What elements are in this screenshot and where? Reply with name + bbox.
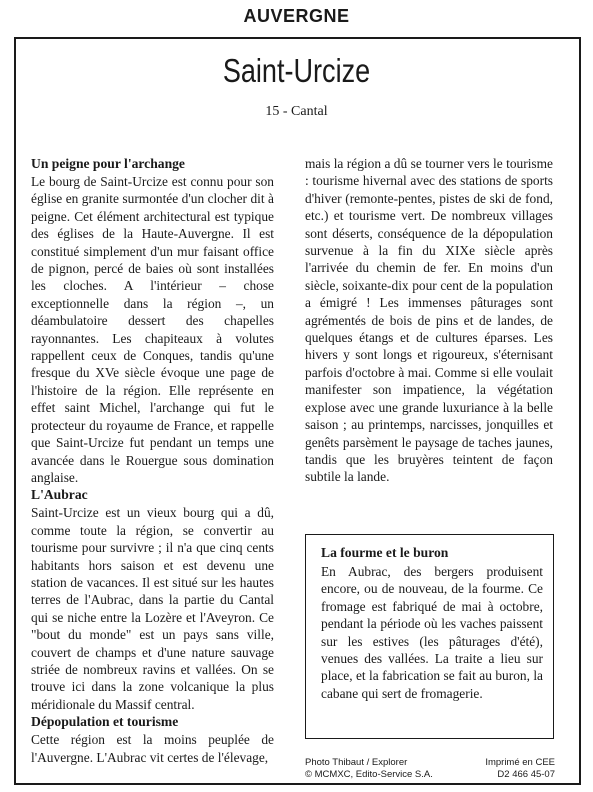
section-text: Le bourg de Saint-Urcize est connu pour son église en granite surmontée d'un clocher dit à peigne. Cet élément architectural est typique des églises de la Haute-Auvergne. Il est constitué simplement d'un mur faisant office de pignon, percé de baies où sont installées les cloches. A l'intérieur – chose exceptionnelle dans la région –, un déambulatoire dessert des chapelles rayonnantes. Les chapiteaux à volutes rappellent ceux de Conques, tandis qu'une fresque du XVe siècle évoque une page de l'histoire de la région. Elle représente en effet saint Michel, l'archange qui fut le protecteur du royaume de France, et rappelle que Saint-Urcize fut pendant un temps une avancée dans le Rouergue sous domination anglaise. [31,174,274,485]
section-heading: Dépopulation et tourisme [31,714,179,730]
section-heading: L'Aubrac [31,487,88,503]
right-column [305,155,553,486]
reference-code: D2 466 45-07 [497,769,555,780]
print-note: Imprimé en CEE [485,757,555,768]
section-text: Saint-Urcize est un vieux bourg qui a dû, comme toute la région, se convertir au tourisme pour survivre ; il n'a que cinq cents habitants hors saison et est devenu une station de vacances. Il est situé sur les hautes terres de l'Aubrac, dans la partie du Cantal qui se niche entre la Lozère et l'Aveyron. Ce "bout du monde" est un pays sans ville, couvert de champs et d'une nature sauvage striée de nombreux ravins et vallées. On se trouve ici dans la zone volcanique la plus méridionale du Massif central. [31,505,274,712]
photo-credit: Photo Thibaut / Explorer [305,757,408,768]
section-text-start: Cette région est la moins peuplée de l'Auvergne. L'Aubrac vit certes de l'élevage, [31,732,274,765]
box-text: En Aubrac, des bergers produisent encore, ou de nouveau, de la fourme. Ce fromage est fabriqué de mai à octobre, pendant la période où les vaches paissent sur les estives (les pâturages d'été), venues des vallées. La traite a lieu sur place, et la fabrication se fait au buron, la cabane qui sert de fromagerie. [321,564,543,701]
section-text-continued: mais la région a dû se tourner vers le tourisme : tourisme hivernal avec des stations de sports d'hiver (remonte-pentes, pistes de ski de fond, etc.) et tourisme vert. De nombreux villages sont déserts, conséquence de la dépopulation survenue à la fin du XIXe siècle après l'arrivée du chemin de fer. En moins d'un siècle, soixante-dix pour cent de la population a émigré ! Les immenses pâturages sont agrémentés de bois de pins et de landes, de quelques étangs et de cultures éparses. Les hivers y sont longs et rigoureux, s'éternisant parfois d'octobre à mai. Comme si elle voulait manifester son impatience, la végétation explose avec une grande luxuriance à la belle saison ; au printemps, narcisses, jonquilles et genêts parsèment le paysage de taches jaunes, tandis que les bruyères teintent de façon subtile la lande. [305,156,553,485]
info-box [305,534,554,739]
department-label: 15 - Cantal [265,104,328,119]
region-label: AUVERGNE [243,6,350,26]
box-heading: La fourme et le buron [321,545,449,560]
left-column [31,155,274,766]
copyright: © MCMXC, Edito-Service S.A. [305,769,433,780]
section-heading: Un peigne pour l'archange [31,156,185,171]
page-title: Saint-Urcize [222,52,371,89]
credits [305,757,555,781]
